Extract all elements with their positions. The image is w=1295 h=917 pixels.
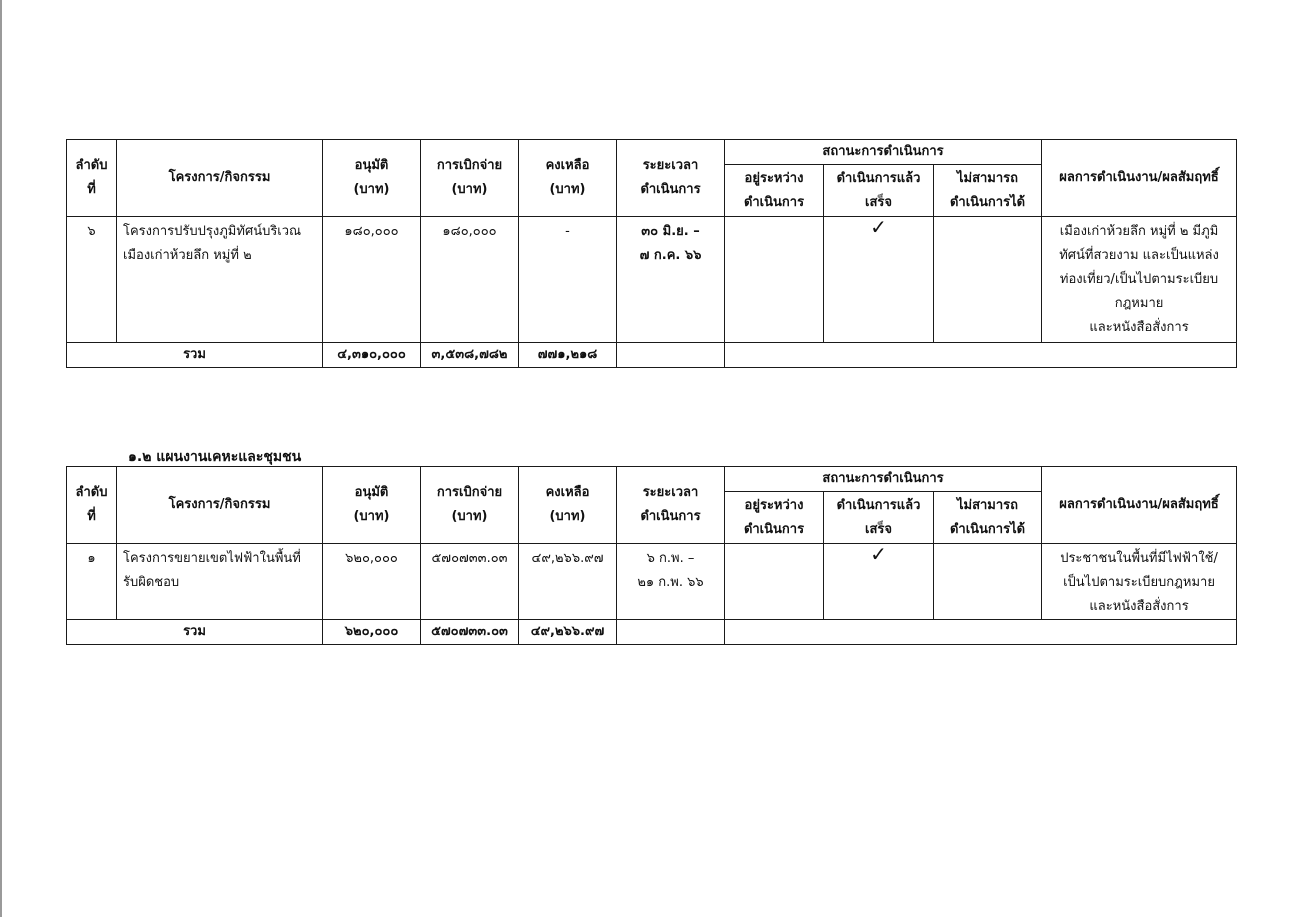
total-row bbox=[67, 343, 1237, 368]
total-remaining: ๔๙,๒๖๖.๙๗ bbox=[519, 620, 617, 645]
header-result: ผลการดำเนินงาน/ผลสัมฤทธิ์ bbox=[1042, 467, 1237, 544]
row-status-in-progress bbox=[725, 217, 824, 343]
header-disbursed: การเบิกจ่าย (บาท) bbox=[421, 467, 519, 544]
project-table-2 bbox=[66, 466, 1237, 645]
row-approved: ๑๘๐,๐๐๐ bbox=[323, 217, 421, 343]
total-label: รวม bbox=[67, 343, 323, 368]
row-period: ๖ ก.พ. – ๒๑ ก.พ. ๖๖ bbox=[617, 544, 725, 620]
header-status-done: ดำเนินการแล้ว เสร็จ bbox=[824, 165, 934, 217]
header-status-group: สถานะการดำเนินการ bbox=[725, 140, 1042, 165]
header-period: ระยะเวลา ดำเนินการ bbox=[617, 140, 725, 217]
header-disbursed: การเบิกจ่าย (บาท) bbox=[421, 140, 519, 217]
row-result: เมืองเก่าห้วยลึก หมู่ที่ ๒ มีภูมิ ทัศน์ที่สวยงาม และเป็นแหล่ง ท่องเที่ยว/เป็นไปตามระเบียบ กฎหมาย และหนังสือสั่งการ bbox=[1042, 217, 1237, 343]
header-project: โครงการ/กิจกรรม bbox=[117, 140, 323, 217]
table-row bbox=[67, 544, 1237, 620]
header-status-unable: ไม่สามารถ ดำเนินการได้ bbox=[934, 165, 1042, 217]
row-status-unable bbox=[934, 217, 1042, 343]
row-result: ประชาชนในพื้นที่มีไฟฟ้าใช้/ เป็นไปตามระเบียบกฎหมาย และหนังสือสั่งการ bbox=[1042, 544, 1237, 620]
row-remaining: ๔๙,๒๖๖.๙๗ bbox=[519, 544, 617, 620]
row-period: ๓๐ มิ.ย. – ๗ ก.ค. ๖๖ bbox=[617, 217, 725, 343]
row-status-unable bbox=[934, 544, 1042, 620]
header-status-done: ดำเนินการแล้ว เสร็จ bbox=[824, 492, 934, 544]
row-status-done bbox=[824, 544, 934, 620]
row-seq: ๖ bbox=[67, 217, 117, 343]
total-period bbox=[617, 343, 725, 368]
check-mark-icon: ✓ bbox=[870, 543, 887, 566]
page-edge bbox=[0, 0, 2, 917]
table-row bbox=[67, 217, 1237, 343]
row-disbursed: ๕๗๐๗๓๓.๐๓ bbox=[421, 544, 519, 620]
row-status-done bbox=[824, 217, 934, 343]
total-row bbox=[67, 620, 1237, 645]
row-project: โครงการปรับปรุงภูมิทัศน์บริเวณ เมืองเก่าห้วยลึก หมู่ที่ ๒ bbox=[117, 217, 323, 343]
total-approved: ๖๒๐,๐๐๐ bbox=[323, 620, 421, 645]
row-approved: ๖๒๐,๐๐๐ bbox=[323, 544, 421, 620]
total-remaining: ๗๗๑,๒๑๘ bbox=[519, 343, 617, 368]
header-remaining: คงเหลือ (บาท) bbox=[519, 467, 617, 544]
section-title: ๑.๒ แผนงานเคหะและชุมชน bbox=[128, 449, 302, 465]
row-status-in-progress bbox=[725, 544, 824, 620]
total-period bbox=[617, 620, 725, 645]
row-project: โครงการขยายเขตไฟฟ้าในพื้นที่ รับผิดชอบ bbox=[117, 544, 323, 620]
header-remaining: คงเหลือ (บาท) bbox=[519, 140, 617, 217]
header-approved: อนุมัติ (บาท) bbox=[323, 140, 421, 217]
row-seq: ๑ bbox=[67, 544, 117, 620]
total-blank bbox=[725, 343, 1237, 368]
header-seq: ลำดับ ที่ bbox=[67, 140, 117, 217]
total-disbursed: ๓,๕๓๘,๗๘๒ bbox=[421, 343, 519, 368]
total-label: รวม bbox=[67, 620, 323, 645]
total-disbursed: ๕๗๐๗๓๓.๐๓ bbox=[421, 620, 519, 645]
row-disbursed: ๑๘๐,๐๐๐ bbox=[421, 217, 519, 343]
row-remaining: - bbox=[519, 217, 617, 343]
header-seq: ลำดับ ที่ bbox=[67, 467, 117, 544]
header-status-in-progress: อยู่ระหว่าง ดำเนินการ bbox=[725, 165, 824, 217]
total-blank bbox=[725, 620, 1237, 645]
total-approved: ๔,๓๑๐,๐๐๐ bbox=[323, 343, 421, 368]
header-result: ผลการดำเนินงาน/ผลสัมฤทธิ์ bbox=[1042, 140, 1237, 217]
header-period: ระยะเวลา ดำเนินการ bbox=[617, 467, 725, 544]
header-status-group: สถานะการดำเนินการ bbox=[725, 467, 1042, 492]
header-status-in-progress: อยู่ระหว่าง ดำเนินการ bbox=[725, 492, 824, 544]
header-status-unable: ไม่สามารถ ดำเนินการได้ bbox=[934, 492, 1042, 544]
check-mark-icon: ✓ bbox=[870, 216, 887, 239]
project-table-1 bbox=[66, 139, 1237, 368]
header-project: โครงการ/กิจกรรม bbox=[117, 467, 323, 544]
header-approved: อนุมัติ (บาท) bbox=[323, 467, 421, 544]
